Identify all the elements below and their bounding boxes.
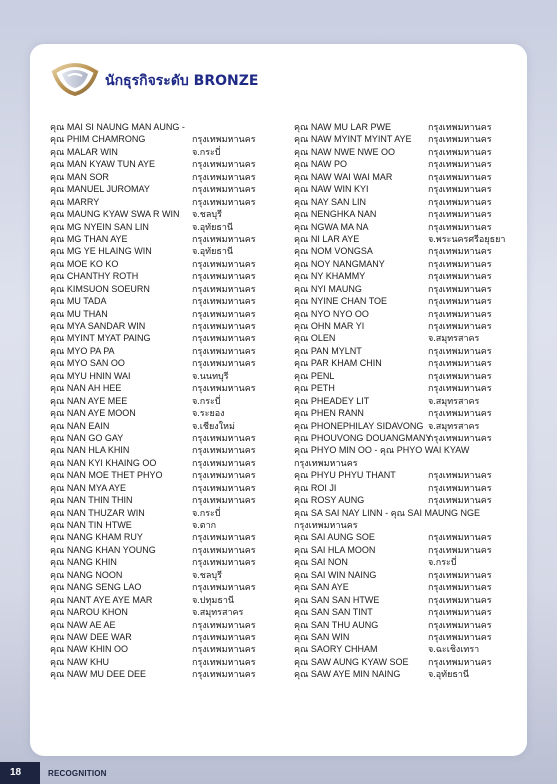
name-list-left bbox=[50, 121, 290, 681]
member-province: จ.กระบี่ bbox=[192, 146, 221, 157]
member-name: คุณ MAI SI NAUNG MAN AUNG - bbox=[50, 122, 185, 132]
member-name: คุณ NAN MOE THET PHYO bbox=[50, 470, 163, 481]
member-name: คุณ NAN AYE MEE bbox=[50, 395, 128, 406]
member-name: คุณ ROI JI bbox=[294, 482, 337, 493]
list-item bbox=[294, 270, 509, 282]
list-item bbox=[294, 668, 509, 680]
member-name: คุณ NAN THIN THIN bbox=[50, 495, 133, 506]
member-name: คุณ SAI HLA MOON bbox=[294, 544, 376, 555]
member-name: คุณ NAW KHIN OO bbox=[50, 644, 129, 655]
member-name: คุณ NAW PO bbox=[294, 159, 348, 170]
member-name: คุณ NI LAR AYE bbox=[294, 233, 360, 244]
list-item bbox=[294, 631, 509, 643]
member-name: คุณ SAI NON bbox=[294, 557, 348, 568]
member-name: กรุงเทพมหานคร bbox=[294, 520, 358, 530]
member-province: กรุงเทพมหานคร bbox=[428, 544, 492, 555]
member-province: จ.ระยอง bbox=[192, 408, 225, 419]
member-name: คุณ MAN SOR bbox=[50, 171, 109, 182]
list-item bbox=[294, 444, 509, 456]
list-item bbox=[50, 133, 290, 145]
bronze-emblem-icon bbox=[50, 58, 100, 98]
member-name: คุณ SAN SAN HTWE bbox=[294, 594, 380, 605]
list-item bbox=[294, 606, 509, 618]
list-item bbox=[50, 345, 290, 357]
member-name: คุณ MAUNG KYAW SWA R WIN bbox=[50, 209, 180, 220]
list-item bbox=[294, 619, 509, 631]
member-province: จ.อุทัยธานี bbox=[192, 246, 234, 257]
member-name: คุณ NANG SENG LAO bbox=[50, 582, 142, 593]
list-item bbox=[50, 507, 290, 519]
member-province: กรุงเทพมหานคร bbox=[192, 631, 256, 642]
member-name: คุณ NY KHAMMY bbox=[294, 271, 366, 282]
member-name: คุณ KIMSUON SOEURN bbox=[50, 283, 150, 294]
list-item bbox=[50, 221, 290, 233]
member-province: กรุงเทพมหานคร bbox=[428, 656, 492, 667]
list-item bbox=[50, 370, 290, 382]
list-item bbox=[50, 158, 290, 170]
member-province: กรุงเทพมหานคร bbox=[428, 159, 492, 170]
member-province: กรุงเทพมหานคร bbox=[192, 159, 256, 170]
list-item bbox=[294, 245, 509, 257]
member-province: กรุงเทพมหานคร bbox=[428, 209, 492, 220]
list-item bbox=[294, 656, 509, 668]
member-name: คุณ MG YE HLAING WIN bbox=[50, 246, 152, 257]
list-item bbox=[294, 531, 509, 543]
member-province: จ.อุทัยธานี bbox=[428, 669, 470, 680]
member-name: คุณ NAW DEE WAR bbox=[50, 631, 132, 642]
member-name: คุณ MU THAN bbox=[50, 308, 108, 319]
list-item bbox=[294, 233, 509, 245]
member-province: กรุงเทพมหานคร bbox=[192, 656, 256, 667]
member-name: คุณ NANG KHAN YOUNG bbox=[50, 544, 156, 555]
list-item bbox=[50, 208, 290, 220]
member-province: จ.สมุทรสาคร bbox=[428, 395, 480, 406]
member-province: กรุงเทพมหานคร bbox=[428, 532, 492, 543]
list-item bbox=[294, 507, 509, 519]
member-province: กรุงเทพมหานคร bbox=[192, 171, 256, 182]
member-province: จ.ตาก bbox=[192, 520, 217, 530]
member-name: คุณ NAN AYE MOON bbox=[50, 408, 136, 419]
member-province: กรุงเทพมหานคร bbox=[428, 582, 492, 593]
member-name: คุณ PHEN RANN bbox=[294, 408, 364, 419]
list-item bbox=[50, 656, 290, 668]
list-item bbox=[50, 469, 290, 481]
member-name: คุณ NAN AH HEE bbox=[50, 383, 122, 394]
list-item bbox=[50, 432, 290, 444]
list-item bbox=[50, 183, 290, 195]
member-name: คุณ MU TADA bbox=[50, 296, 107, 307]
member-name: คุณ NANG KHAM RUY bbox=[50, 532, 143, 543]
member-province: กรุงเทพมหานคร bbox=[192, 619, 256, 630]
member-province: กรุงเทพมหานคร bbox=[428, 321, 492, 331]
member-name: คุณ PHYU PHYU THANT bbox=[294, 470, 396, 481]
list-item bbox=[294, 569, 509, 581]
member-name: คุณ NYO NYO OO bbox=[294, 308, 369, 319]
member-name: คุณ MYINT MYAT PAING bbox=[50, 333, 151, 344]
list-item bbox=[50, 482, 290, 494]
list-item bbox=[50, 619, 290, 631]
member-name: คุณ NAN MYA AYE bbox=[50, 482, 127, 493]
list-item bbox=[50, 407, 290, 419]
list-item bbox=[294, 133, 509, 145]
member-province: กรุงเทพมหานคร bbox=[192, 383, 256, 394]
member-province: กรุงเทพมหานคร bbox=[428, 258, 492, 269]
member-province: กรุงเทพมหานคร bbox=[192, 196, 256, 207]
list-item bbox=[294, 432, 509, 444]
member-province: กรุงเทพมหานคร bbox=[428, 146, 492, 157]
member-name: คุณ NOY NANGMANY bbox=[294, 258, 385, 269]
member-province: กรุงเทพมหานคร bbox=[428, 122, 492, 132]
list-item bbox=[50, 332, 290, 344]
member-province: กรุงเทพมหานคร bbox=[192, 333, 256, 344]
member-province: กรุงเทพมหานคร bbox=[192, 544, 256, 555]
member-name: คุณ NAN HLA KHIN bbox=[50, 445, 130, 456]
list-item bbox=[294, 395, 509, 407]
footer-section-label: RECOGNITION bbox=[48, 769, 107, 778]
member-province: กรุงเทพมหานคร bbox=[428, 631, 492, 642]
member-province: กรุงเทพมหานคร bbox=[192, 271, 256, 282]
member-name: คุณ PHIM CHAMRONG bbox=[50, 134, 146, 145]
member-province: กรุงเทพมหานคร bbox=[428, 184, 492, 195]
member-name: คุณ PHEADEY LIT bbox=[294, 395, 370, 406]
member-name: คุณ MARRY bbox=[50, 196, 100, 207]
member-province: จ.สมุทรสาคร bbox=[428, 333, 480, 344]
list-item bbox=[294, 370, 509, 382]
member-province: จ.พระนครศรีอยุธยา bbox=[428, 233, 506, 244]
list-item bbox=[50, 395, 290, 407]
list-item bbox=[50, 196, 290, 208]
member-name: คุณ SAN AYE bbox=[294, 582, 349, 593]
member-name: คุณ SAN THU AUNG bbox=[294, 619, 379, 630]
member-name: คุณ MYA SANDAR WIN bbox=[50, 321, 146, 331]
member-name: คุณ ROSY AUNG bbox=[294, 495, 365, 506]
member-name: คุณ MYU HNIN WAI bbox=[50, 370, 131, 381]
member-province: กรุงเทพมหานคร bbox=[428, 246, 492, 257]
list-item bbox=[50, 420, 290, 432]
member-province: กรุงเทพมหานคร bbox=[192, 432, 256, 443]
member-province: จ.ฉะเชิงเทรา bbox=[428, 644, 480, 655]
list-item bbox=[294, 469, 509, 481]
member-name: คุณ SAW AYE MIN NAING bbox=[294, 669, 401, 680]
member-name: คุณ NAW NWE NWE OO bbox=[294, 146, 396, 157]
member-name: คุณ OLEN bbox=[294, 333, 336, 344]
member-name: คุณ MYO SAN OO bbox=[50, 358, 125, 369]
list-item bbox=[50, 382, 290, 394]
member-name: คุณ NENGHKA NAN bbox=[294, 209, 377, 220]
list-item bbox=[294, 382, 509, 394]
member-province: กรุงเทพมหานคร bbox=[428, 408, 492, 419]
list-item bbox=[294, 494, 509, 506]
list-item bbox=[50, 171, 290, 183]
list-item bbox=[294, 258, 509, 270]
member-province: กรุงเทพมหานคร bbox=[192, 258, 256, 269]
name-list-right bbox=[294, 121, 509, 681]
page-number: 18 bbox=[0, 762, 40, 784]
list-item bbox=[294, 295, 509, 307]
member-province: กรุงเทพมหานคร bbox=[428, 569, 492, 580]
member-name: คุณ NOM VONGSA bbox=[294, 246, 373, 257]
member-name: คุณ SAN WIN bbox=[294, 631, 350, 642]
section-title: นักธุรกิจระดับ BRONZE bbox=[105, 73, 259, 89]
member-province: กรุงเทพมหานคร bbox=[428, 470, 492, 481]
member-province: กรุงเทพมหานคร bbox=[192, 470, 256, 481]
list-item bbox=[294, 283, 509, 295]
member-name: คุณ MAN KYAW TUN AYE bbox=[50, 159, 156, 170]
member-province: กรุงเทพมหานคร bbox=[192, 233, 256, 244]
member-name: คุณ NAY SAN LIN bbox=[294, 196, 367, 207]
member-name: คุณ MALAR WIN bbox=[50, 146, 118, 157]
list-item bbox=[294, 158, 509, 170]
member-name: คุณ NAW MU LAR PWE bbox=[294, 122, 392, 132]
member-name: คุณ MG NYEIN SAN LIN bbox=[50, 221, 149, 232]
list-item bbox=[50, 444, 290, 456]
member-province: กรุงเทพมหานคร bbox=[192, 321, 256, 331]
member-province: กรุงเทพมหานคร bbox=[428, 171, 492, 182]
member-province: กรุงเทพมหานคร bbox=[192, 296, 256, 307]
list-item bbox=[294, 308, 509, 320]
member-province: จ.อุทัยธานี bbox=[192, 221, 234, 232]
member-province: กรุงเทพมหานคร bbox=[192, 134, 256, 145]
member-province: กรุงเทพมหานคร bbox=[428, 383, 492, 394]
list-item bbox=[50, 295, 290, 307]
list-item bbox=[294, 407, 509, 419]
member-name: คุณ MYO PA PA bbox=[50, 345, 115, 356]
list-item bbox=[50, 233, 290, 245]
member-province: จ.เชียงใหม่ bbox=[192, 420, 235, 431]
member-name: คุณ NAN TIN HTWE bbox=[50, 520, 132, 530]
list-item bbox=[294, 357, 509, 369]
member-province: กรุงเทพมหานคร bbox=[428, 619, 492, 630]
list-item bbox=[294, 519, 509, 531]
list-item bbox=[50, 457, 290, 469]
list-item bbox=[294, 146, 509, 158]
member-name: คุณ PHYO MIN OO - คุณ PHYO WAI KYAW bbox=[294, 445, 470, 456]
member-province: กรุงเทพมหานคร bbox=[192, 184, 256, 195]
list-item bbox=[294, 594, 509, 606]
list-item bbox=[294, 345, 509, 357]
list-item bbox=[50, 245, 290, 257]
member-name: คุณ NYINE CHAN TOE bbox=[294, 296, 388, 307]
member-province: จ.นนทบุรี bbox=[192, 370, 229, 381]
member-province: กรุงเทพมหานคร bbox=[428, 296, 492, 307]
list-item bbox=[50, 594, 290, 606]
member-name: คุณ OHN MAR YI bbox=[294, 321, 365, 331]
list-item bbox=[50, 606, 290, 618]
list-item bbox=[294, 544, 509, 556]
list-item bbox=[294, 196, 509, 208]
member-name: คุณ MG THAN AYE bbox=[50, 233, 128, 244]
member-province: กรุงเทพมหานคร bbox=[428, 432, 492, 443]
member-name: คุณ NANG NOON bbox=[50, 569, 123, 580]
member-province: กรุงเทพมหานคร bbox=[428, 283, 492, 294]
list-item bbox=[50, 270, 290, 282]
list-item bbox=[294, 420, 509, 432]
member-name: คุณ NGWA MA NA bbox=[294, 221, 369, 232]
member-name: คุณ SAW AUNG KYAW SOE bbox=[294, 656, 409, 667]
member-province: กรุงเทพมหานคร bbox=[428, 482, 492, 493]
list-item bbox=[50, 519, 290, 531]
member-province: กรุงเทพมหานคร bbox=[428, 345, 492, 356]
member-province: กรุงเทพมหานคร bbox=[192, 283, 256, 294]
member-province: กรุงเทพมหานคร bbox=[428, 607, 492, 618]
member-province: จ.สมุทรสาคร bbox=[192, 607, 244, 618]
member-name: คุณ NAW WAI WAI MAR bbox=[294, 171, 393, 182]
list-item bbox=[294, 643, 509, 655]
member-name: คุณ SAI WIN NAING bbox=[294, 569, 377, 580]
list-item bbox=[50, 283, 290, 295]
list-item bbox=[50, 308, 290, 320]
member-province: กรุงเทพมหานคร bbox=[192, 557, 256, 568]
member-province: จ.กระบี่ bbox=[192, 395, 221, 406]
list-item bbox=[50, 643, 290, 655]
member-name: คุณ SAORY CHHAM bbox=[294, 644, 378, 655]
member-province: จ.กระบี่ bbox=[192, 507, 221, 518]
member-name: คุณ MOE KO KO bbox=[50, 258, 119, 269]
member-province: จ.ชลบุรี bbox=[192, 209, 222, 220]
member-province: กรุงเทพมหานคร bbox=[192, 644, 256, 655]
member-province: จ.กระบี่ bbox=[428, 557, 457, 568]
list-item bbox=[50, 146, 290, 158]
member-name: คุณ NAW AE AE bbox=[50, 619, 116, 630]
member-name: คุณ PENL bbox=[294, 370, 335, 381]
member-name: คุณ SA SAI NAY LINN - คุณ SAI MAUNG NGE bbox=[294, 507, 480, 518]
member-name: คุณ NYI MAUNG bbox=[294, 283, 362, 294]
member-province: กรุงเทพมหานคร bbox=[192, 345, 256, 356]
member-province: กรุงเทพมหานคร bbox=[192, 532, 256, 543]
list-item bbox=[294, 581, 509, 593]
member-province: กรุงเทพมหานคร bbox=[428, 196, 492, 207]
list-item bbox=[294, 171, 509, 183]
list-item bbox=[50, 258, 290, 270]
member-province: กรุงเทพมหานคร bbox=[192, 358, 256, 369]
member-province: กรุงเทพมหานคร bbox=[428, 370, 492, 381]
list-item bbox=[294, 121, 509, 133]
member-name: คุณ PAN MYLNT bbox=[294, 345, 362, 356]
member-name: คุณ SAN SAN TINT bbox=[294, 607, 373, 618]
member-province: กรุงเทพมหานคร bbox=[428, 308, 492, 319]
member-name: คุณ NAW WIN KYI bbox=[294, 184, 369, 195]
list-item bbox=[294, 320, 509, 332]
list-item bbox=[294, 556, 509, 568]
list-item bbox=[50, 494, 290, 506]
member-province: จ.ปทุมธานี bbox=[192, 594, 235, 605]
member-name: คุณ NAROU KHON bbox=[50, 607, 128, 618]
member-province: กรุงเทพมหานคร bbox=[192, 582, 256, 593]
member-province: กรุงเทพมหานคร bbox=[428, 134, 492, 145]
member-name: คุณ NAN GO GAY bbox=[50, 432, 124, 443]
list-item bbox=[294, 482, 509, 494]
member-name: คุณ PAR KHAM CHIN bbox=[294, 358, 382, 369]
member-province: กรุงเทพมหานคร bbox=[428, 271, 492, 282]
member-name: คุณ CHANTHY ROTH bbox=[50, 271, 139, 282]
member-name: คุณ MANUEL JUROMAY bbox=[50, 184, 150, 195]
list-item bbox=[294, 221, 509, 233]
member-name: คุณ NAN KYI KHAING OO bbox=[50, 457, 157, 468]
member-name: คุณ PETH bbox=[294, 383, 335, 394]
member-name: คุณ NANT AYE AYE MAR bbox=[50, 594, 153, 605]
member-province: กรุงเทพมหานคร bbox=[428, 495, 492, 506]
list-item bbox=[50, 121, 290, 133]
member-province: กรุงเทพมหานคร bbox=[428, 594, 492, 605]
member-province: กรุงเทพมหานคร bbox=[192, 445, 256, 456]
list-item bbox=[294, 332, 509, 344]
member-name: คุณ PHOUVONG DOUANGMANY bbox=[294, 432, 432, 443]
member-province: จ.สมุทรสาคร bbox=[428, 420, 480, 431]
member-province: กรุงเทพมหานคร bbox=[428, 221, 492, 232]
list-item bbox=[50, 320, 290, 332]
member-province: กรุงเทพมหานคร bbox=[192, 457, 256, 468]
member-name: คุณ NAW KHU bbox=[50, 656, 110, 667]
member-name: คุณ NAW MYINT MYINT AYE bbox=[294, 134, 412, 145]
member-province: กรุงเทพมหานคร bbox=[428, 358, 492, 369]
list-item bbox=[50, 357, 290, 369]
list-item bbox=[50, 668, 290, 680]
member-name: คุณ NAW MU DEE DEE bbox=[50, 669, 147, 680]
member-province: กรุงเทพมหานคร bbox=[192, 495, 256, 506]
member-province: กรุงเทพมหานคร bbox=[192, 482, 256, 493]
member-name: คุณ NAN EAIN bbox=[50, 420, 110, 431]
member-name: คุณ NANG KHIN bbox=[50, 557, 117, 568]
list-item bbox=[50, 581, 290, 593]
list-item bbox=[50, 556, 290, 568]
list-item bbox=[294, 208, 509, 220]
list-item bbox=[50, 544, 290, 556]
member-name: คุณ PHONEPHILAY SIDAVONG bbox=[294, 420, 424, 431]
member-name: คุณ NAN THUZAR WIN bbox=[50, 507, 145, 518]
member-province: จ.ชลบุรี bbox=[192, 569, 222, 580]
member-province: กรุงเทพมหานคร bbox=[192, 308, 256, 319]
list-item bbox=[50, 631, 290, 643]
list-item bbox=[294, 183, 509, 195]
member-province: กรุงเทพมหานคร bbox=[192, 669, 256, 680]
list-item bbox=[294, 457, 509, 469]
member-name: คุณ SAI AUNG SOE bbox=[294, 532, 375, 543]
list-item bbox=[50, 531, 290, 543]
list-item bbox=[50, 569, 290, 581]
member-name: กรุงเทพมหานคร bbox=[294, 457, 358, 468]
